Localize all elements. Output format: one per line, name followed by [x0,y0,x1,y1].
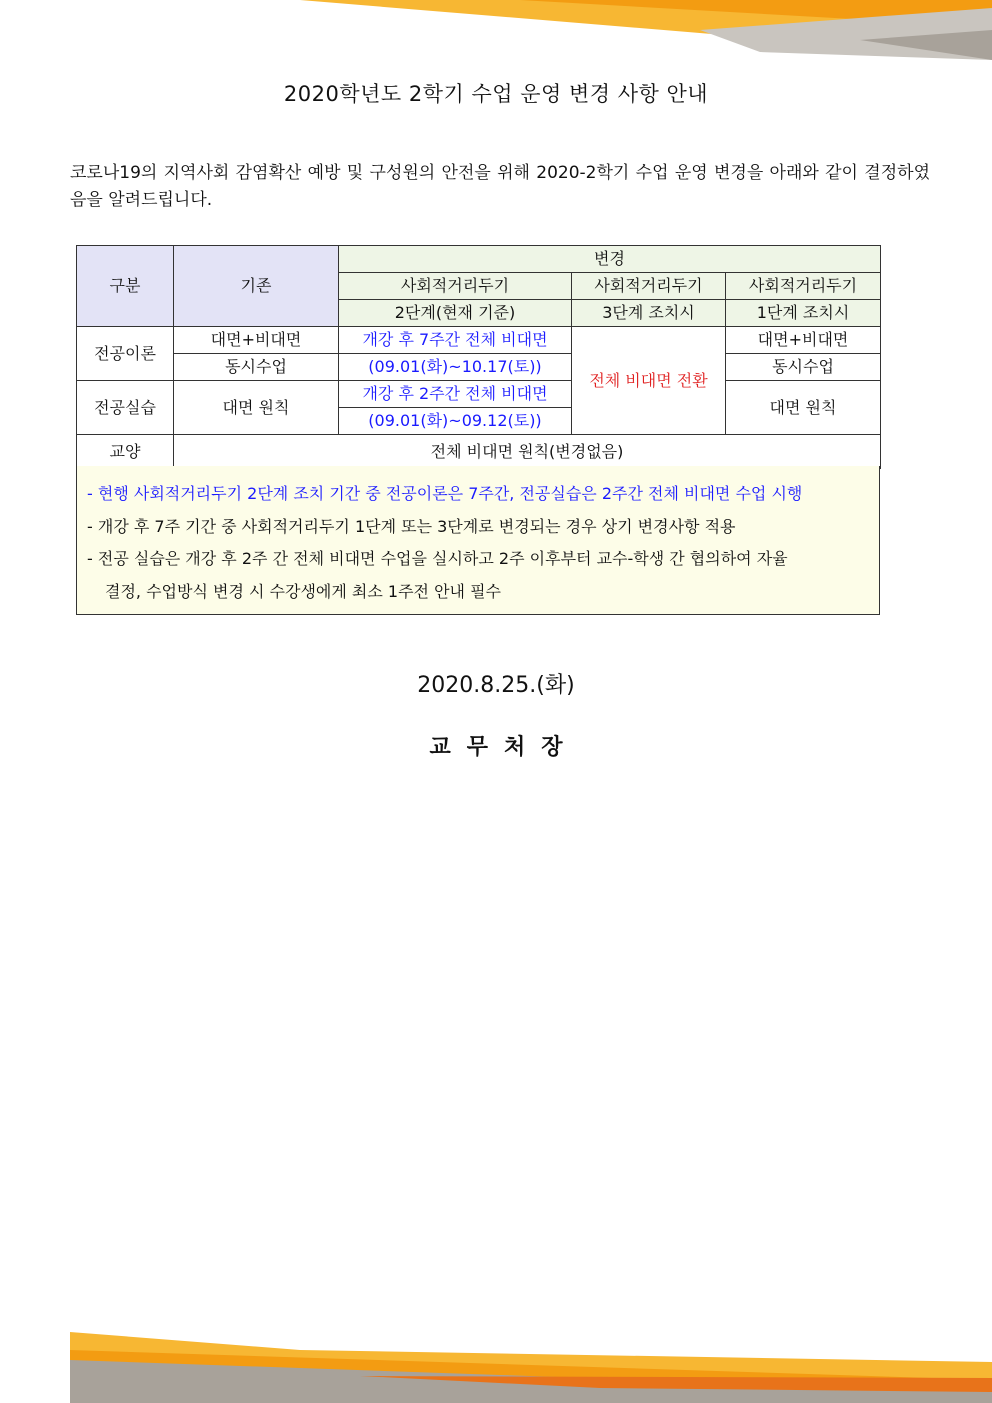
note-item: - 개강 후 7주 기간 중 사회적거리두기 1단계 또는 3단계로 변경되는 경우 상기 변경사항 적용 [87,516,736,536]
row-existing: 대면+비대면 [174,327,339,354]
note-item: - 전공 실습은 개강 후 2주 간 전체 비대면 수업을 실시하고 2주 이후부터 교수-학생 간 협의하여 자율 [87,549,788,568]
header-level3-sub: 3단계 조치시 [572,300,726,327]
intro-paragraph: 코로나19의 지역사회 감염확산 예방 및 구성원의 안전을 위해 2020-2학기 수업 운영 변경을 아래와 같이 결정하였음을 알려드립니다. [70,163,930,210]
row-level2: 개강 후 2주간 전체 비대면 [339,381,572,408]
schedule-table [76,245,881,469]
notice-date: 2020.8.25.(화) [417,673,575,698]
header-level2: 사회적거리두기 [339,273,572,300]
row-level2: 개강 후 7주간 전체 비대면 [339,327,572,354]
table-row [77,327,881,354]
header-level3: 사회적거리두기 [572,273,726,300]
row-existing: 동시수업 [174,354,339,381]
issuer-signature: 교무처장 [429,735,579,760]
row-level2: (09.01(화)~10.17(토)) [339,354,572,381]
header-level1: 사회적거리두기 [726,273,881,300]
header-category: 구분 [77,246,174,327]
row-category: 전공이론 [77,327,174,381]
table-header-row [77,246,881,273]
row-level1: 대면 원칙 [726,381,881,435]
row-level2: (09.01(화)~09.12(토)) [339,408,572,435]
header-change: 변경 [339,246,881,273]
row-level1: 동시수업 [726,354,881,381]
notes-box [76,466,880,615]
header-existing: 기존 [174,246,339,327]
page-title: 2020학년도 2학기 수업 운영 변경 사항 안내 [283,82,709,106]
row-existing: 대면 원칙 [174,381,339,435]
header-level1-sub: 1단계 조치시 [726,300,881,327]
table-row [77,435,881,469]
row-category: 전공실습 [77,381,174,435]
table-row [77,381,881,408]
culture-value: 전체 비대면 원칙(변경없음) [174,435,881,469]
level3-merged-cell: 전체 비대면 전환 [572,327,726,435]
row-level1: 대면+비대면 [726,327,881,354]
top-decoration [0,0,992,60]
culture-category: 교양 [77,435,174,469]
note-item: - 현행 사회적거리두기 2단계 조치 기간 중 전공이론은 7주간, 전공실습은 2주간 전체 비대면 수업 시행 [87,484,803,503]
header-level2-sub: 2단계(현재 기준) [339,300,572,327]
table-row [77,354,881,381]
note-item-continuation: 결정, 수업방식 변경 시 수강생에게 최소 1주전 안내 필수 [105,581,501,601]
